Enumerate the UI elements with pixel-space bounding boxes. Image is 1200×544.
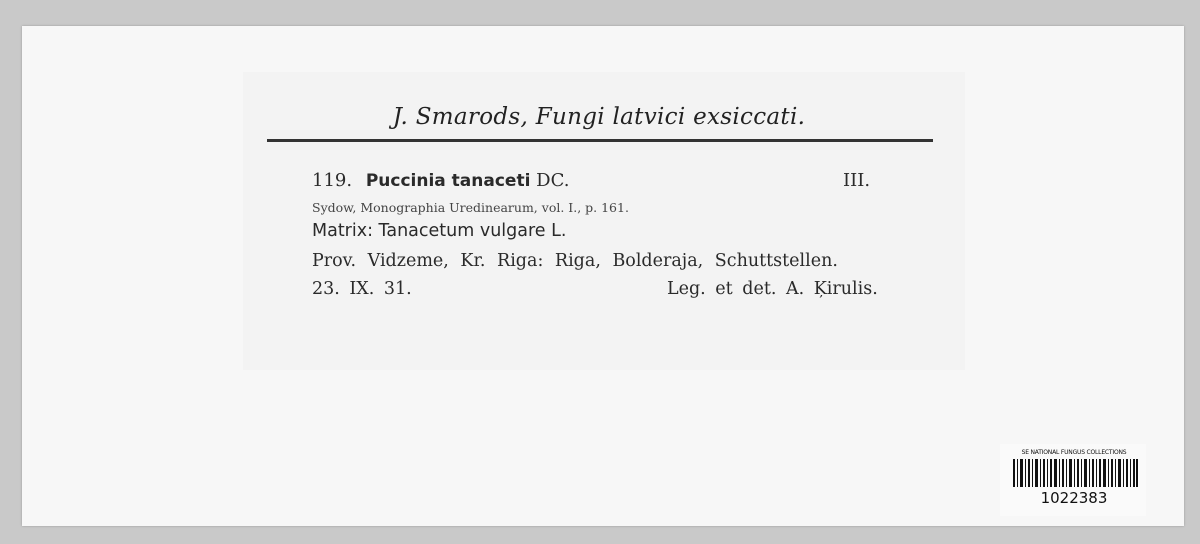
spore-stage: III. <box>843 170 871 191</box>
collector-line: Leg. et det. A. Ķirulis. <box>667 279 878 299</box>
literature-reference: Sydow, Monographia Uredinearum, vol. I., p. 161. <box>312 200 629 215</box>
barcode-caption: SE NATIONAL FUNGUS COLLECTIONS <box>1021 449 1127 456</box>
specimen-name-line <box>312 170 569 191</box>
label-header-title: J. Smarods, Fungi latvici exsiccati. <box>392 104 806 130</box>
specimen-authority: DC. <box>536 170 570 191</box>
barcode-icon <box>1013 459 1138 487</box>
collection-date: 23. IX. 31. <box>312 279 412 299</box>
specimen-taxon: Puccinia tanaceti <box>365 171 531 191</box>
matrix-line: Matrix: Tanacetum vulgare L. <box>312 221 567 241</box>
header-divider <box>267 139 933 142</box>
specimen-number: 119. <box>312 170 353 191</box>
barcode-number: 1022383 <box>1040 489 1108 507</box>
locality-line: Prov. Vidzeme, Kr. Riga: Riga, Bolderaja, Schuttstellen. <box>312 251 838 271</box>
